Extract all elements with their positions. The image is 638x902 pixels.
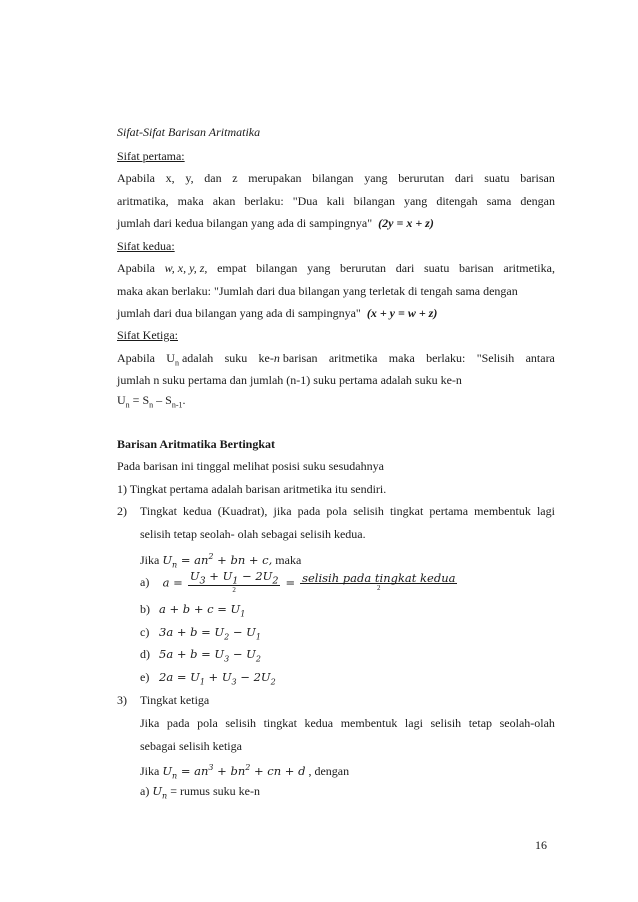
word: kedua [183,504,212,518]
word: aritmatika, [117,194,169,208]
word: pada [297,504,321,518]
second-property-label: Sifat kedua: [117,239,175,253]
word: akan [212,194,236,208]
word: pertama [429,504,469,518]
item-2-c: c) $3a + b = U_2 - U_1$ [140,625,261,642]
word: aritmetika, [503,261,555,275]
word: dari [454,171,474,185]
word: tingkat [389,504,424,518]
third-property-line-3: $U_n = S_n - S_{n-1}$. [117,393,186,410]
word: membentuk [340,716,398,730]
item-3-title: Tingkat ketiga [140,693,210,707]
word: pada [166,716,190,730]
word: berlaku: [426,351,466,365]
word: jika [273,504,292,518]
word: Apabila [117,261,155,275]
item-3-line-1 [140,715,555,731]
subtitle-italic: Sifat-Sifat Barisan Aritmatika [117,125,261,139]
word: merupakan [248,171,302,185]
word: Apabila [117,351,155,365]
item-3-a: a) $U_n$ = rumus suku ke-n [140,784,260,801]
word: dari [395,261,415,275]
page-number: 16 [535,838,547,852]
word: Apabila [117,171,155,185]
second-property-line-3 [117,305,437,321]
word: yang [403,194,428,208]
word: suatu [424,261,450,275]
item-3-line-2: sebagai selisih ketiga [140,739,242,753]
word: maka [388,351,415,365]
word: selisih [225,716,257,730]
second-property-text: jumlah dari dua bilangan yang ada di sampingnya" [117,306,361,320]
word: dan [204,171,222,185]
item-2-if: Jika $U_n = an^2$ + bn + c, maka [140,552,302,570]
item-2-e: e) $2a = U_1 + U_3 - 2U_2$ [140,670,276,687]
word: barisan [520,171,555,185]
first-property-formula: (2y = x + z) [378,216,434,230]
word: "Selisih [476,351,515,365]
second-property-formula: (x + y = w + z) [366,306,438,320]
word: yang [364,171,388,185]
word: suatu [484,171,510,185]
item-2-number: 2) [117,504,127,518]
word: x, [165,171,175,185]
word: (Kuadrat), [217,504,268,518]
word: dengan [520,194,555,208]
section-title: Barisan Aritmatika Bertingkat [117,437,275,451]
first-property-text: jumlah dari kedua bilangan yang ada di sampingnya" [117,216,373,230]
word: selisih [353,504,384,518]
word: ke-n barisan [258,351,318,365]
item-3-if: Jika $U_n = an^3 + bn^2$ + cn + d , dengan [140,763,350,781]
item-1: 1) Tingkat pertama adalah barisan aritmetika itu sendiri. [117,482,387,496]
word: bilangan [353,194,395,208]
word: tetap [468,716,493,730]
item-2-line-1 [140,503,555,519]
first-property-label: Sifat pertama: [117,149,185,163]
word: berurutan [340,261,387,275]
word: "Dua [292,194,318,208]
third-property-line-2: jumlah n suku pertama dan jumlah (n-1) suku pertama adalah suku ke-n [117,373,462,387]
word: pola [197,716,218,730]
word: w, x, y, z, [164,261,208,275]
second-property-line-2: maka akan berlaku: "Jumlah dari dua bilangan yang terletak di tengah sama dengan [117,284,518,298]
item-2-a: a) a = $\frac{U_3 + U_1 - 2U_2}{2}$ = $\frac{\text{selisih pada tingkat kedua}}{2}$ [140,569,456,595]
fraction-1: $\frac{U_3 + U_1 - 2U_2}{2}$ [189,569,279,595]
item-2-a-label: a) [140,575,150,590]
word: antara [525,351,555,365]
word: Tingkat [140,504,177,518]
word: lagi [404,716,423,730]
word: pola [326,504,348,518]
third-property-line-1 [117,350,555,371]
word: tingkat [263,716,297,730]
word: aritmetika [328,351,378,365]
word: Jika [140,716,160,730]
word: z [232,171,238,185]
first-property-line-3 [117,215,434,231]
word: berlaku: [244,194,284,208]
word: kedua [304,716,334,730]
third-property-label: Sifat Ketiga: [117,328,178,342]
second-property-line-1 [117,260,555,276]
word: yang [307,261,331,275]
fraction-2: $\frac{\text{selisih pada tingkat kedua}}{2}$ [302,571,456,593]
word: maka [177,194,204,208]
word: kali [326,194,345,208]
word: membentuk [474,504,531,518]
item-2-d: d) $5a + b = U_3 - U_2$ [140,647,261,664]
word: empat [217,261,247,275]
section-intro: Pada barisan ini tinggal melihat posisi suku sesudahnya [117,459,384,473]
word: suku [224,351,248,365]
first-property-line-1 [117,170,555,186]
first-property-line-2 [117,193,555,209]
word: lagi [536,504,555,518]
item-3-number: 3) [117,693,127,707]
item-2-b: b) $a + b + c = U_1$ [140,602,246,619]
word: berurutan [398,171,445,185]
word: sama [486,194,512,208]
word: bilangan [256,261,298,275]
word: y, [185,171,194,185]
item-2-line-2: selisih tetap seolah- olah sebagai selisih kedua. [140,527,366,541]
word: bilangan [312,171,354,185]
word: selisih [430,716,462,730]
word: $U_n$ adalah [166,351,214,368]
word: barisan [459,261,494,275]
word: seolah-olah [499,716,555,730]
word: ditengah [436,194,478,208]
